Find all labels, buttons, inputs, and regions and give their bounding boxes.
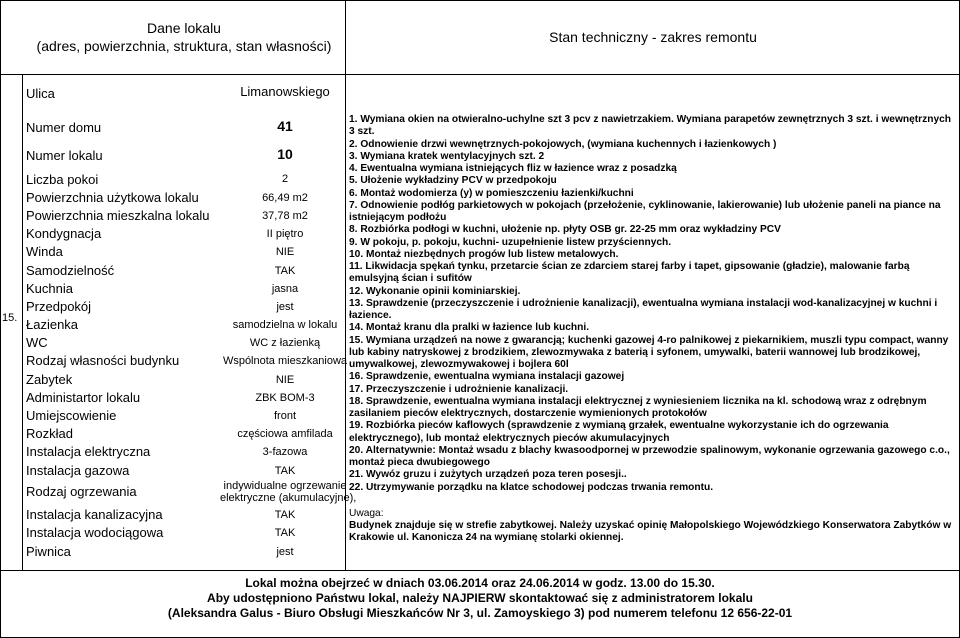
- list-item: 19. Rozbiórka pieców kaflowych (sprawdzenie z wymianą grzałek, ewentualne wykorzystanie ich do ogrzewania elektrycznego), lub montaż elektrycznych pieców akumulacyjnych: [349, 420, 889, 444]
- detail-value: NIE: [275, 246, 295, 258]
- detail-label: Liczba pokoi: [26, 172, 99, 187]
- list-item: 20. Alternatywnie: Montaż wsadu z blachy kwasoodpornej w przewodzie spalinowym, wykonanie ogrzewania gazowego c.o., montaż pieca dwubiegowego: [349, 444, 950, 468]
- footer-line3: (Aleksandra Galus - Biuro Obsługi Mieszkańców Nr 3, ul. Zamoyskiego 3) pod numerem telefonu 12 656-22-01: [167, 606, 793, 620]
- footer-line1: Lokal można obejrzeć w dniach 03.06.2014 oraz 24.06.2014 w godz. 13.00 do 15.30.: [245, 576, 715, 590]
- list-item: 1. Wymiana okien na otwieralno-uchylne szt 3 pcv z nawietrzakiem. Wymiana parapetów zewnętrznych 3 szt. i wewnętrznych 3 szt.: [349, 114, 951, 138]
- list-item: 21. Wywóz gruzu i zużytych urządzeń poza teren posesji..: [349, 469, 627, 481]
- list-item: 6. Montaż wodomierza (y) w pomieszczeniu łazienki/kuchni: [349, 187, 634, 199]
- detail-value: front: [273, 410, 296, 422]
- detail-label: Instalacja gazowa: [26, 463, 130, 478]
- detail-value: II piętro: [266, 228, 304, 240]
- detail-label: Przedpokój: [26, 299, 92, 314]
- detail-value: NIE: [275, 374, 295, 386]
- list-item: 16. Sprawdzenie, ewentualna wymiana instalacji gazowej: [349, 371, 625, 383]
- detail-value: samodzielna w lokalu: [232, 319, 338, 331]
- list-item: 11. Likwidacja spękań tynku, przetarcie ścian ze zdarciem starej farby i tapet, gipsowanie (gładzie), malowanie farbą emulsyjną ścian i sufitów: [349, 261, 910, 285]
- detail-value: jest: [276, 301, 294, 313]
- detail-value: 37,78 m2: [262, 210, 308, 222]
- detail-label: Rozkład: [26, 426, 73, 441]
- works-list: [349, 114, 954, 545]
- detail-label: Winda: [26, 244, 63, 259]
- detail-value: 3-fazowa: [262, 446, 308, 458]
- detail-label: Samodzielność: [26, 263, 115, 278]
- footer: [0, 576, 960, 621]
- list-item: 12. Wykonanie opinii kominiarskiej.: [349, 285, 521, 297]
- detail-label: Kondygnacja: [26, 226, 102, 241]
- detail-label: Numer domu: [26, 120, 102, 135]
- list-item: 22. Utrzymywanie porządku na klatce schodowej podczas trwania remontu.: [349, 481, 714, 493]
- detail-value: TAK: [274, 509, 296, 521]
- header-left-line2: (adres, powierzchnia, struktura, stan własności): [36, 38, 332, 54]
- detail-label: Numer lokalu: [26, 148, 103, 163]
- detail-label: Ulica: [26, 86, 55, 101]
- list-item: 4. Ewentualna wymiana istniejących fliz w łazience wraz z posadzką: [349, 163, 677, 174]
- header-left-line1: Dane lokalu: [147, 20, 221, 36]
- detail-label: Zabytek: [26, 372, 73, 387]
- list-item: 10. Montaż niezbędnych progów lub listew metalowych.: [349, 248, 619, 260]
- detail-label: Rodzaj ogrzewania: [26, 484, 137, 499]
- list-item: 8. Rozbiórka podłogi w kuchni, ułożenie np. płyty OSB gr. 22-25 mm oraz wykładziny PCV: [349, 224, 781, 236]
- list-item: 13. Sprawdzenie (przeczyszczenie i udrożnienie kanalizacji), ewentualna wymiana instalacji wod-kanalizacyjnej w kuchni i łazience.: [349, 297, 938, 321]
- note-heading: Uwaga:: [349, 507, 384, 519]
- detail-label: Administartor lokalu: [26, 390, 141, 405]
- list-item: 18. Sprawdzenie, ewentualna wymiana instalacji elektrycznej z wyniesieniem licznika na kl. schodową wraz z odrębnym zasilaniem pieców elektrycznych, dostarczenie wymienionych protokołów: [349, 395, 927, 419]
- detail-value: ZBK BOM-3: [255, 392, 315, 404]
- detail-label: Instalacja kanalizacyjna: [26, 507, 163, 522]
- note-text: Budynek znajduje się w strefie zabytkowej. Należy uzyskać opinię Małopolskiego Wojewódzkiego Konserwatora Zabytków w Krakowie ul. Kanonicza 24 na wymianę stolarki okiennej.: [349, 520, 952, 544]
- header-right: Stan techniczny - zakres remontu: [549, 29, 757, 45]
- detail-value: Wspólnota mieszkaniowa: [222, 355, 348, 367]
- detail-value-2: elektryczne (akumulacyjne),: [220, 492, 357, 504]
- list-item: 15. Wymiana urządzeń na nowe z gwarancją; kuchenki gazowej 4-ro palnikowej z piekarnikiem, muszli typu compact, wanny lub kabiny natryskowej z brodzikiem, zlewozmywaka z baterią i syfonem, umywalki, baterii wannowej lub brodzikowej, umywalkowej, zlewozmywakowej i bojlera 60l: [349, 334, 949, 370]
- detail-value: 66,49 m2: [262, 192, 308, 204]
- detail-value: TAK: [274, 465, 296, 477]
- list-item: 5. Ułożenie wykładziny PCV w przedpokoju: [349, 175, 557, 187]
- detail-label: Instalacja elektryczna: [26, 444, 151, 459]
- detail-value: 2: [281, 173, 289, 185]
- detail-value: jest: [276, 546, 294, 558]
- detail-label: Instalacja wodociągowa: [26, 525, 164, 540]
- detail-label: Kuchnia: [26, 281, 73, 296]
- detail-label: Powierzchnia użytkowa lokalu: [26, 190, 199, 205]
- detail-label: Rodzaj własności budynku: [26, 353, 180, 368]
- detail-label: WC: [26, 335, 48, 350]
- detail-value: Limanowskiego: [240, 84, 330, 99]
- detail-value: jasna: [271, 283, 299, 295]
- header-left: [24, 19, 344, 55]
- list-item: 14. Montaż kranu dla pralki w łazience lub kuchni.: [349, 322, 590, 334]
- footer-line2: Aby udostępniono Państwu lokal, należy NAJPIERW skontaktować się z administratorem lokalu: [207, 591, 753, 605]
- detail-value: częściowa amfilada: [237, 428, 333, 440]
- row-number: 15.: [2, 312, 18, 324]
- detail-value: WC z łazienką: [249, 337, 321, 349]
- list-item: 17. Przeczyszczenie i udrożnienie kanalizacji.: [349, 383, 569, 395]
- detail-value: indywidualne ogrzewanie: [223, 480, 347, 492]
- detail-value: 41: [277, 118, 293, 134]
- detail-label: Umiejscowienie: [26, 408, 117, 423]
- detail-value: TAK: [274, 265, 296, 277]
- detail-label: Powierzchnia mieszkalna lokalu: [26, 208, 210, 223]
- detail-label: Piwnica: [26, 544, 71, 559]
- detail-label: Łazienka: [26, 317, 79, 332]
- detail-value: TAK: [274, 527, 296, 539]
- list-item: 2. Odnowienie drzwi wewnętrznych-pokojowych, (wymiana kuchennych i łazienkowych ): [349, 138, 777, 150]
- list-item: 9. W pokoju, p. pokoju, kuchni- uzupełnienie listew przyściennych.: [349, 236, 672, 248]
- detail-value: 10: [277, 146, 293, 162]
- list-item: 7. Odnowienie podłóg parkietowych w pokojach (przełożenie, cyklinowanie, lakierowanie) lub ułożenie paneli na piance na istniejącym podłożu: [349, 199, 941, 223]
- list-item: 3. Wymiana kratek wentylacyjnych szt. 2: [349, 150, 545, 162]
